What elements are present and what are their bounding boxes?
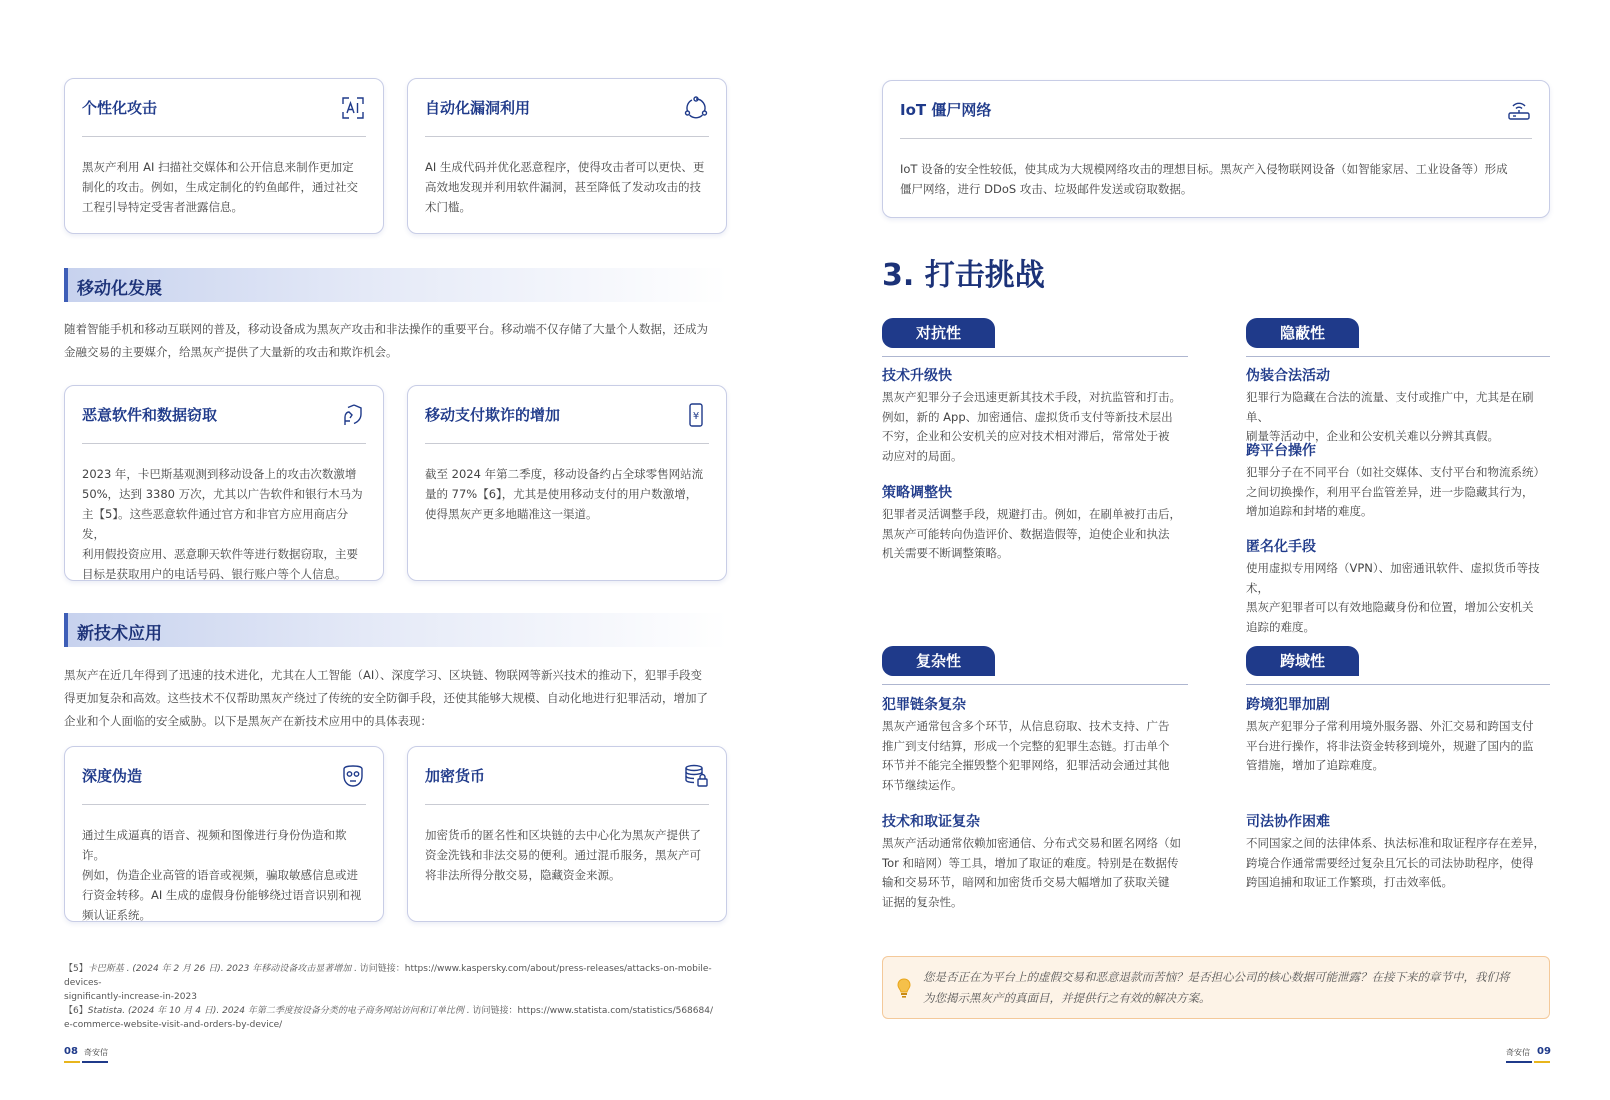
card-body: IoT 设备的安全性较低，使其成为大规模网络攻击的理想目标。黑灰产入侵物联网设备（如智能家居、工业设备等）形成 僵尸网络，进行 DDoS 攻击、垃圾邮件发送或窃取数据。 — [900, 162, 1508, 196]
divider — [882, 684, 1188, 685]
tag-cross-domain: 跨域性 — [1246, 646, 1359, 676]
subsection-title: 技术和取证复杂 — [882, 814, 980, 830]
divider — [882, 356, 1188, 357]
card-deepfake — [64, 746, 384, 922]
divider — [1246, 684, 1550, 685]
card-title: IoT 僵尸网络 — [900, 101, 992, 119]
card-body: 黑灰产利用 AI 扫描社交媒体和公开信息来制作更加定 制化的攻击。例如，生成定制化的钓鱼邮件，通过社交 工程引导特定受害者泄露信息。 — [82, 160, 358, 214]
subsection-title: 匿名化手段 — [1246, 539, 1316, 555]
card-personalized-attack — [64, 78, 384, 234]
mobile-payment-icon — [683, 402, 709, 428]
tag-complexity: 复杂性 — [882, 646, 995, 676]
mobile-intro-paragraph: 随着智能手机和移动互联网的普及，移动设备成为黑灰产攻击和非法操作的重要平台。移动端不仅存储了大量个人数据，还成为 金融交易的主要媒介，给黑灰产提供了大量新的攻击和欺诈机会。 — [64, 322, 708, 359]
card-mobile-payment-fraud — [407, 385, 727, 581]
card-malware-data-theft — [64, 385, 384, 581]
chapter-title: 3. 打击挑战 — [882, 258, 1045, 293]
subsection-text: 不同国家之间的法律体系、执法标准和取证程序存在差异， 跨境合作通常需要经过复杂且冗长的司法协助程序，使得 跨国追捕和取证工作繁琐，打击效率低。 — [1246, 836, 1545, 889]
subsection-title: 跨境犯罪加剧 — [1246, 697, 1330, 713]
page-bar-accent — [64, 1061, 80, 1063]
callout-box — [882, 956, 1550, 1019]
page-bar-primary — [82, 1061, 108, 1063]
card-automated-exploit — [407, 78, 727, 234]
mask-icon — [340, 763, 366, 789]
lightbulb-icon — [895, 977, 913, 999]
brand-right: 奇安信 — [1506, 1048, 1530, 1057]
card-header — [82, 761, 366, 805]
brand-left: 奇安信 — [84, 1048, 108, 1057]
page-bar-accent — [1534, 1061, 1550, 1063]
subsection-text: 使用虚拟专用网络（VPN）、加密通讯软件、虚拟货币等技术， 黑灰产犯罪者可以有效地隐藏身份和位置，增加公安机关 追踪的难度。 — [1246, 561, 1540, 634]
subsection-text: 黑灰产犯罪分子常利用境外服务器、外汇交易和跨国支付 平台进行操作，将非法资金转移到境外，规避了国内的监 管措施，增加了追踪难度。 — [1246, 719, 1534, 772]
footnote-6: 【6】Statista. (2024 年 10 月 4 日). 2024 年第二季度按设备分类的电子商务网站访问和订单比例 . 访问链接：https://www.statista.com/statistics/568684/ — [64, 1006, 713, 1016]
card-header — [82, 93, 366, 137]
card-body: 通过生成逼真的语音、视频和图像进行身份伪造和欺诈。 例如，伪造企业高管的语音或视频，骗取敏感信息或进 行资金转移。AI 生成的虚假身份能够绕过语音识别和视 频认证系统。 — [82, 828, 362, 922]
card-body: 加密货币的匿名性和区块链的去中心化为黑灰产提供了 资金洗钱和非法交易的便利。通过混币服务，黑灰产可 将非法所得分散交易，隐藏资金来源。 — [425, 828, 701, 882]
cycle-icon — [683, 95, 709, 121]
subsection-title: 伪装合法活动 — [1246, 368, 1330, 384]
callout-text: 您是否正在为平台上的虚假交易和恶意退款而苦恼？是否担心公司的核心数据可能泄露？在接下来的章节中，我们将 为您揭示黑灰产的真面目，并提供行之有效的解决方案。 — [923, 970, 1510, 1005]
card-title: 个性化攻击 — [82, 99, 158, 117]
card-title: 移动支付欺诈的增加 — [425, 406, 561, 424]
shield-hand-icon — [340, 402, 366, 428]
card-header — [82, 400, 366, 444]
subsection-text: 黑灰产活动通常依赖加密通信、分布式交易和匿名网络（如 Tor 和暗网）等工具，增加了取证的难度。特别是在数据传 输和交易环节，暗网和加密货币交易大幅增加了获取关键 证据的复杂性。 — [882, 836, 1181, 909]
card-title: 恶意软件和数据窃取 — [82, 406, 218, 424]
card-header — [900, 95, 1532, 139]
subsection-text: 犯罪行为隐藏在合法的流量、支付或推广中，尤其是在刷单、 刷量等活动中，企业和公安机关难以分辨其真假。 — [1246, 390, 1534, 443]
subsection-title: 犯罪链条复杂 — [882, 697, 966, 713]
footnote-5: 【5】卡巴斯基 . (2024 年 2 月 26 日). 2023 年移动设备攻击显著增加 . 访问链接：https://www.kaspersky.com/about/press-releases/attacks-on-mobile-devices- — [64, 964, 712, 988]
card-title: 加密货币 — [425, 767, 486, 785]
subsection-title: 司法协作困难 — [1246, 814, 1330, 830]
section-banner-mobile — [64, 268, 728, 302]
subsection-text: 犯罪分子在不同平台（如社交媒体、支付平台和物流系统） 之间切换操作，利用平台监管差异，进一步隐藏其行为， 增加追踪和封堵的难度。 — [1246, 465, 1545, 518]
footnotes: 【5】卡巴斯基 . (2024 年 2 月 26 日). 2023 年移动设备攻击显著增加 . 访问链接：https://www.kaspersky.com/about/press-releases/attacks-on-mobile-devices- significantly-increase-in-2023 【6】Statista. (2024 年 10 月 4 日). 2024 年第二季度按设备分类的电子商务网站访问和订单比例 . 访问链接：https://www.statista.com/statistics/568684/ e-commerce-website-visit-and-orders-by-device/ — [64, 962, 744, 1032]
subsection-text: 黑灰产犯罪分子会迅速更新其技术手段，对抗监管和打击。 例如，新的 App、加密通信、虚拟货币支付等新技术层出 不穷，企业和公安机关的应对技术相对滞后，常常处于被 动应对的局面。 — [882, 390, 1181, 463]
section-title: 移动化发展 — [77, 279, 162, 299]
card-title: 自动化漏洞利用 — [425, 99, 531, 117]
newtech-intro-paragraph: 黑灰产在近几年得到了迅速的技术进化，尤其在人工智能（AI）、深度学习、区块链、物联网等新兴技术的推动下，犯罪手段变 得更加复杂和高效。这些技术不仅帮助黑灰产绕过了传统的安全防御手段，还使其能够大规模、自动化地进行犯罪活动，增加了 企业和个人面临的安全威胁。以下是黑灰产在新技术应用中的具体表现： — [64, 668, 708, 728]
card-header — [425, 93, 709, 137]
card-iot-botnet — [882, 80, 1550, 218]
divider — [1246, 356, 1550, 357]
router-icon — [1506, 97, 1532, 123]
card-header — [425, 400, 709, 444]
page-bar-primary — [1506, 1061, 1532, 1063]
card-body: 截至 2024 年第二季度，移动设备约占全球零售网站流 量的 77%【6】，尤其是使用移动支付的用户数激增， 使得黑灰产更多地瞄准这一渠道。 — [425, 467, 704, 521]
subsection-title: 技术升级快 — [882, 368, 952, 384]
subsection-title: 跨平台操作 — [1246, 443, 1316, 459]
svg-text:¥: ¥ — [692, 411, 700, 422]
section-banner-newtech — [64, 613, 728, 647]
card-cryptocurrency — [407, 746, 727, 922]
card-title: 深度伪造 — [82, 767, 143, 785]
tag-concealment: 隐蔽性 — [1246, 318, 1359, 348]
subsection-title: 策略调整快 — [882, 485, 952, 501]
section-title: 新技术应用 — [77, 624, 162, 644]
tag-adversarial: 对抗性 — [882, 318, 995, 348]
subsection-text: 犯罪者灵活调整手段，规避打击。例如，在刷单被打击后， 黑灰产可能转向伪造评价、数据造假等，迫使企业和执法 机关需要不断调整策略。 — [882, 507, 1181, 560]
ai-icon — [340, 95, 366, 121]
card-body: AI 生成代码并优化恶意程序，使得攻击者可以更快、更 高效地发现并利用软件漏洞，甚至降低了发动攻击的技 术门槛。 — [425, 160, 705, 214]
page-number-left: 08 — [64, 1046, 78, 1057]
page-number-right: 09 — [1537, 1046, 1551, 1057]
crypto-lock-icon — [683, 763, 709, 789]
card-body: 2023 年，卡巴斯基观测到移动设备上的攻击次数激增 50%，达到 3380 万次，尤其以广告软件和银行木马为 主【5】。这些恶意软件通过官方和非官方应用商店分发， 利用假投资应用、恶意聊天软件等进行数据窃取，主要 目标是获取用户的电话号码、银行账户等个人信息。 — [82, 467, 363, 581]
card-header — [425, 761, 709, 805]
subsection-text: 黑灰产通常包含多个环节，从信息窃取、技术支持、广告 推广到支付结算，形成一个完整的犯罪生态链。打击单个 环节并不能完全摧毁整个犯罪网络，犯罪活动会通过其他 环节继续运作。 — [882, 719, 1170, 792]
